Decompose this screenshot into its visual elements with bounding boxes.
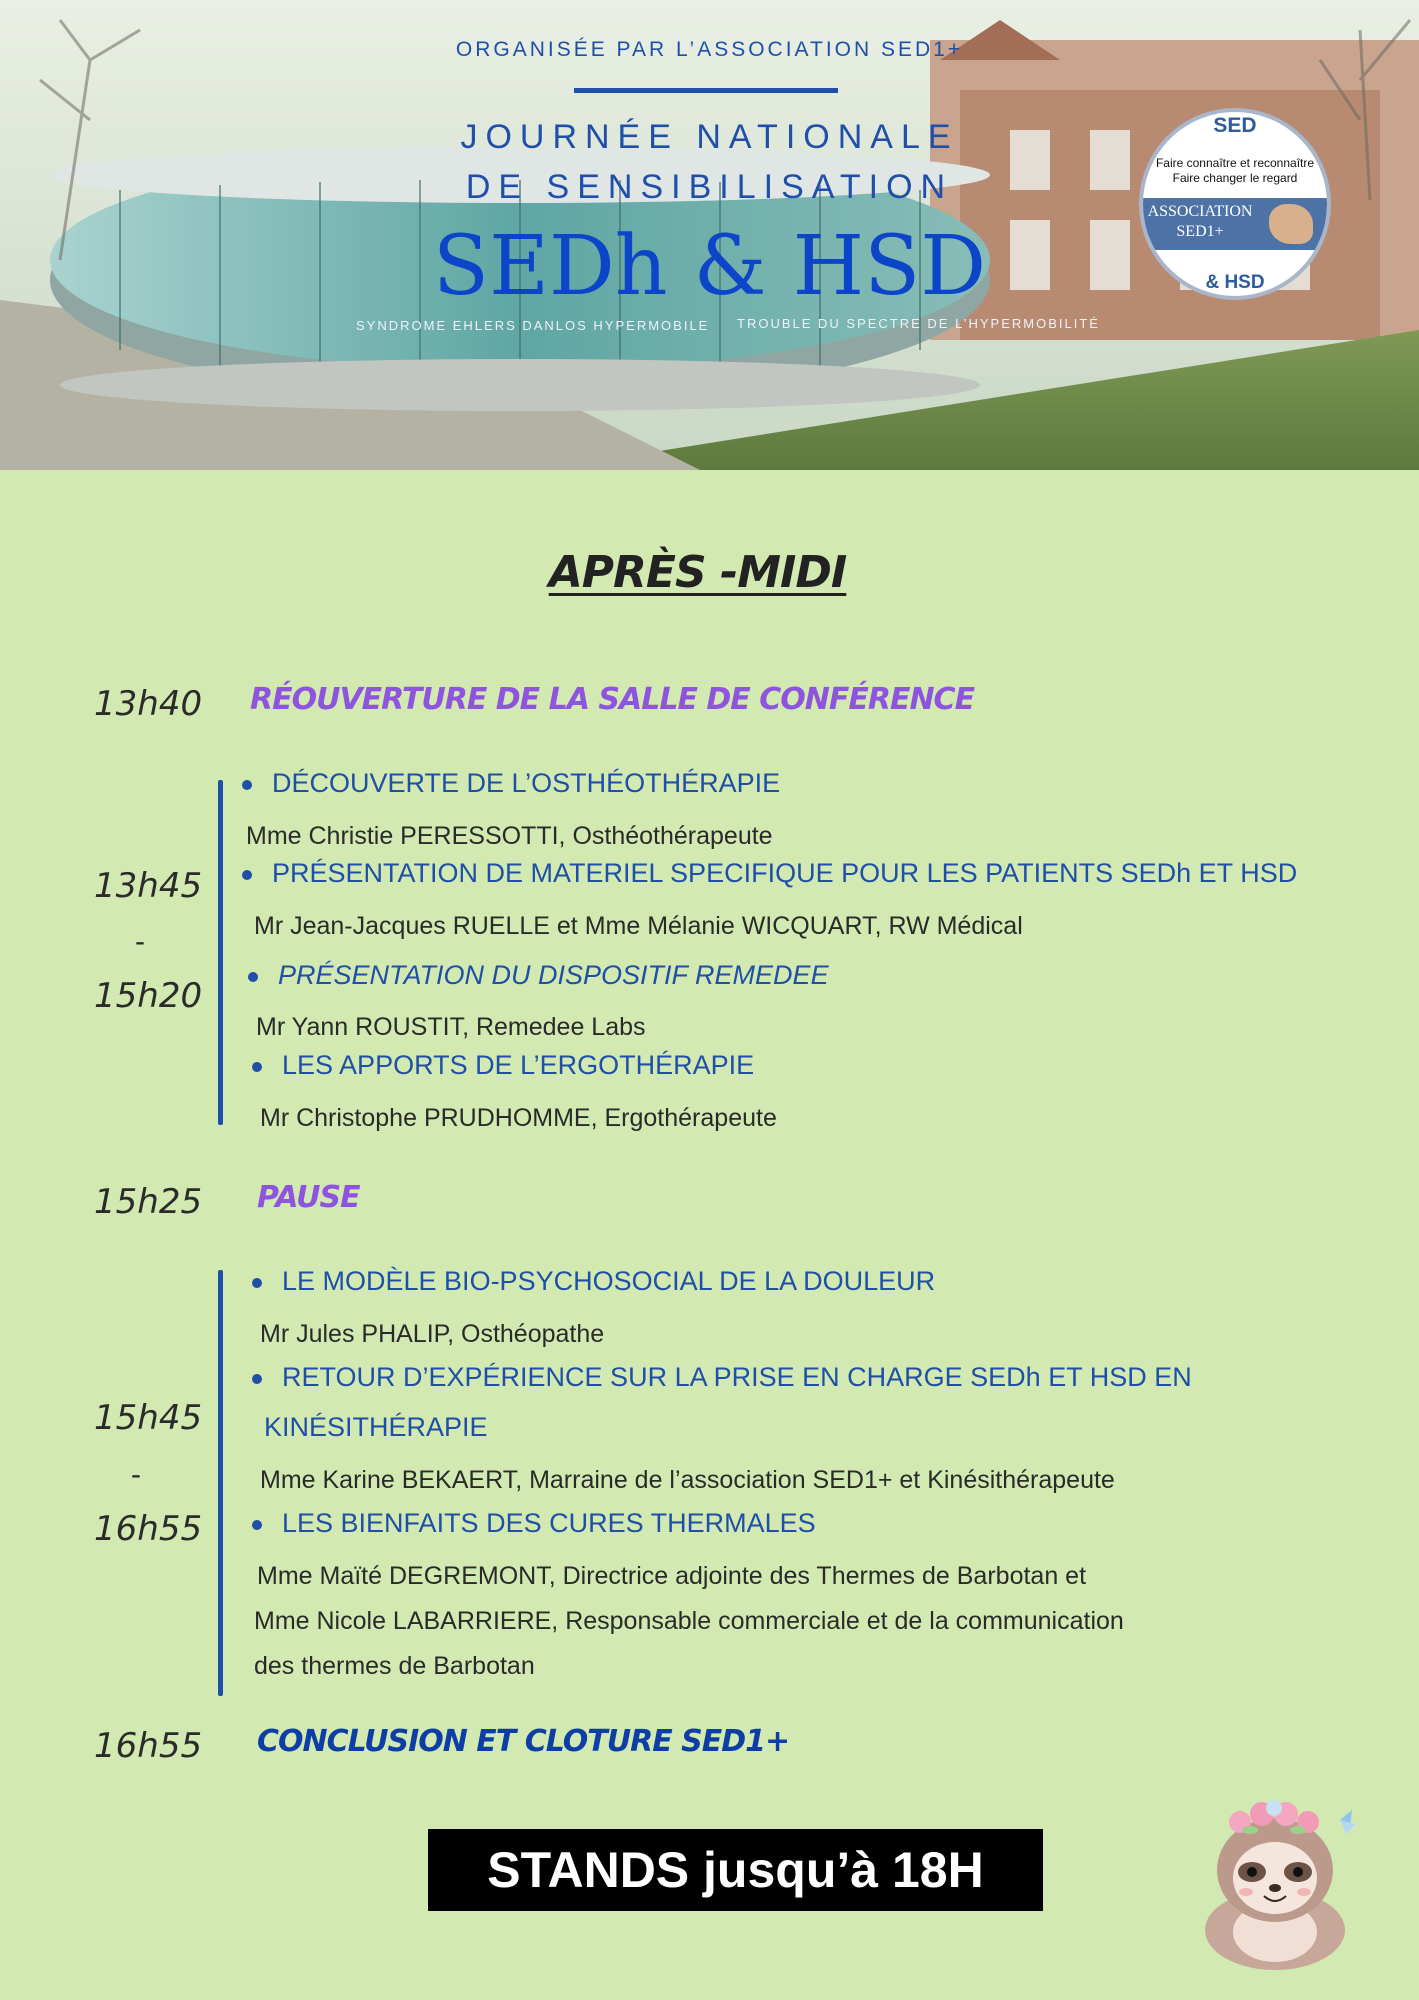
speaker-prudhomme: Mr Christophe PRUDHOMME, Ergothérapeute (260, 1104, 777, 1132)
logo-tagline-2: Faire changer le regard (1172, 171, 1298, 185)
subtitle-hsd: TROUBLE DU SPECTRE DE L’HYPERMOBILITÉ (737, 316, 1100, 331)
talk-kinesitherapy (252, 1362, 1192, 1393)
talk-pain-model (252, 1266, 935, 1297)
logo-association-1: ASSOCIATION (1147, 203, 1253, 220)
talk-title: LES BIENFAITS DES CURES THERMALES (282, 1508, 816, 1538)
speaker-bekaert: Mme Karine BEKAERT, Marraine de l’association SED1+ et Kinésithérapeute (260, 1466, 1115, 1494)
speaker-roustit: Mr Yann ROUSTIT, Remedee Labs (256, 1013, 646, 1041)
logo-association-2: SED1+ (1176, 223, 1224, 240)
time-range-dash-2: - (131, 1458, 141, 1491)
talk-thermal-cures (252, 1508, 816, 1539)
talk-title: LE MODÈLE BIO-PSYCHOSOCIAL DE LA DOULEUR (282, 1266, 936, 1296)
hands-icon (1269, 204, 1313, 244)
time-13h45: 13h45 (94, 866, 203, 906)
logo-top-text: SED (1213, 114, 1257, 137)
speaker-ruelle-wicquart: Mr Jean-Jacques RUELLE et Mme Mélanie WICQUART, RW Médical (254, 912, 1023, 940)
association-logo (1139, 108, 1331, 300)
bullet-icon (252, 1520, 262, 1530)
time-15h25: 15h25 (94, 1182, 203, 1222)
talk-material (242, 858, 1297, 889)
bullet-icon (242, 870, 252, 880)
subtitle-sedh: SYNDROME EHLERS DANLOS HYPERMOBILE (356, 318, 710, 333)
talk-title: DÉCOUVERTE DE L’OSTHÉOTHÉRAPIE (272, 768, 781, 798)
time-16h55: 16h55 (94, 1726, 203, 1766)
block-1-divider (218, 780, 223, 1125)
talk-remedee (248, 960, 829, 991)
logo-association (1143, 202, 1257, 242)
session-title-reopening: RÉOUVERTURE DE LA SALLE DE CONFÉRENCE (250, 682, 975, 717)
bullet-icon (242, 780, 252, 790)
time-13h40: 13h40 (94, 684, 203, 724)
talk-kinesitherapy-cont: KINÉSITHÉRAPIE (264, 1412, 488, 1442)
section-title: APRÈS -MIDI (548, 547, 847, 598)
session-title-conclusion: CONCLUSION ET CLOTURE SED1+ (257, 1724, 790, 1759)
talk-osteotherapy (242, 768, 780, 799)
speaker-labarriere-cont: des thermes de Barbotan (254, 1652, 535, 1680)
organiser-label: ORGANISÉE PAR L’ASSOCIATION SED1+ (455, 38, 964, 61)
stands-banner: STANDS jusqu’à 18H (428, 1829, 1043, 1911)
title-line-2: DE SENSIBILISATION (465, 168, 954, 206)
talk-title: PRÉSENTATION DE MATERIEL SPECIFIQUE POUR LES PATIENTS SEDh ET HSD (272, 858, 1298, 888)
sloth-illustration (1180, 1780, 1370, 1970)
speaker-labarriere: Mme Nicole LABARRIERE, Responsable commerciale et de la communication (254, 1607, 1124, 1635)
talk-title: RETOUR D’EXPÉRIENCE SUR LA PRISE EN CHARGE SEDh ET HSD EN (282, 1362, 1192, 1392)
speaker-degremont: Mme Maïté DEGREMONT, Directrice adjointe des Thermes de Barbotan et (257, 1562, 1087, 1590)
block-2-divider (218, 1270, 223, 1696)
speaker-phalip: Mr Jules PHALIP, Osthéopathe (260, 1320, 605, 1348)
time-range-dash: - (135, 925, 145, 958)
talk-title: PRÉSENTATION DU DISPOSITIF REMEDEE (278, 960, 829, 990)
bullet-icon (248, 972, 258, 982)
logo-tagline (1143, 156, 1327, 186)
bullet-icon (252, 1062, 262, 1072)
title-line-1: JOURNÉE NATIONALE (460, 118, 959, 156)
logo-bottom-text: & HSD (1205, 272, 1265, 293)
bullet-icon (252, 1374, 262, 1384)
bullet-icon (252, 1278, 262, 1288)
time-16h55-end: 16h55 (94, 1509, 203, 1549)
organiser-divider (574, 88, 838, 93)
event-title: SEDh & HSD (432, 219, 987, 314)
speaker-peressotti: Mme Christie PERESSOTTI, Osthéothérapeute (246, 822, 773, 850)
logo-tagline-1: Faire connaître et reconnaître (1155, 156, 1315, 170)
session-title-pause: PAUSE (257, 1180, 360, 1215)
time-15h45: 15h45 (94, 1398, 203, 1438)
talk-ergotherapy (252, 1050, 754, 1081)
header-banner (0, 0, 1419, 470)
talk-title: LES APPORTS DE L’ERGOTHÉRAPIE (282, 1050, 755, 1080)
time-15h20: 15h20 (94, 976, 203, 1016)
